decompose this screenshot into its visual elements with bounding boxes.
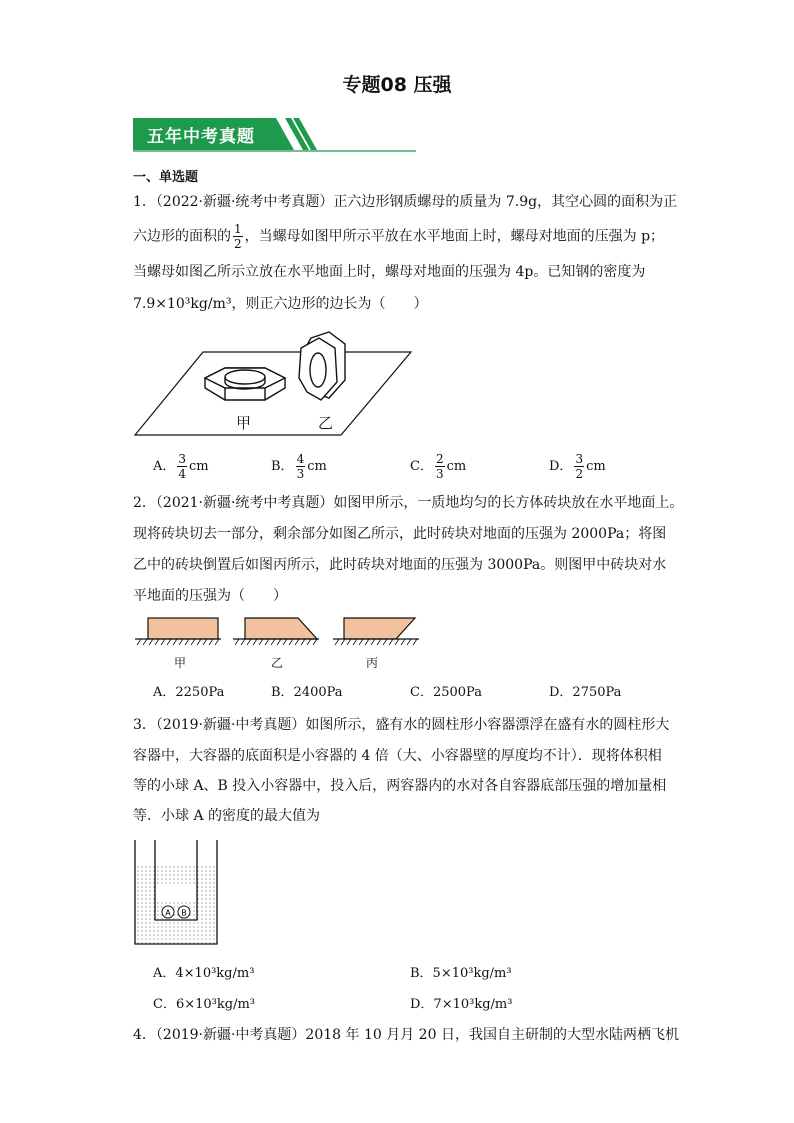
q2-line2: 现将砖块切去一部分，剩余部分如图乙所示，此时砖块对地面的压强为 2000Pa；将图 [133, 526, 667, 542]
option-fraction-num: 4 [296, 452, 305, 466]
q1-fig-label-jia: 甲 [236, 414, 252, 432]
ball-b-label: B [181, 908, 187, 918]
brick-yi [245, 618, 317, 639]
option-unit: cm [189, 459, 209, 474]
option-fraction-num: 3 [575, 452, 584, 466]
q3-option-d[interactable]: D．7×10³kg/m³ [410, 997, 513, 1012]
q1-line4: 7.9×10³kg/m³，则正六边形的边长为（ ） [133, 296, 428, 312]
nut-diagram [133, 330, 413, 440]
q3-line4: 等．小球 A 的密度的最大值为 [133, 808, 321, 824]
option-fraction-num: 3 [178, 452, 187, 466]
hex-nut-flat [205, 368, 285, 400]
q2-fig-label-yi: 乙 [271, 656, 284, 670]
q1-option-c[interactable] [410, 452, 466, 481]
option-fraction-den: 3 [296, 467, 305, 481]
q1-line2-post: ，当螺母如图甲所示平放在水平地面上时，螺母对地面的压强为 p； [244, 228, 665, 245]
ball-a-label: A [165, 908, 171, 918]
q2-fig-label-jia: 甲 [174, 656, 187, 670]
q4-line1: 4．（2019·新疆·中考真题）2018 年 10 月月 20 日，我国自主研制的大型水陆两栖飞机 [133, 1027, 679, 1043]
q1-fraction [233, 222, 243, 251]
q2-figure [133, 614, 433, 654]
option-unit: cm [446, 459, 467, 474]
brick-bing [344, 618, 415, 639]
q1-option-d[interactable] [549, 452, 606, 481]
option-unit: cm [307, 459, 327, 474]
option-fraction [574, 452, 584, 481]
option-letter: C． [410, 459, 433, 474]
option-fraction-den: 4 [178, 467, 187, 481]
q3-option-a[interactable]: A．4×10³kg/m³ [153, 966, 255, 981]
q2-line4: 平地面的压强为（ ） [133, 588, 287, 604]
q1-line2-pre: 六边形的面积的 [133, 228, 231, 245]
option-fraction-den: 2 [575, 467, 584, 481]
option-letter: A． [153, 459, 176, 474]
option-letter: B． [271, 459, 294, 474]
brick-diagram [133, 614, 433, 650]
banner-title: 五年中考真题 [147, 127, 255, 147]
page-title: 专题08 压强 [342, 74, 452, 96]
q1-line2 [133, 222, 664, 251]
option-letter: D． [549, 459, 573, 474]
option-fraction [296, 452, 306, 481]
q1-option-a[interactable] [153, 452, 209, 481]
q3-option-c[interactable]: C．6×10³kg/m³ [153, 997, 255, 1012]
q1-fig-label-yi: 乙 [318, 414, 334, 432]
section-heading: 一、单选题 [133, 170, 199, 185]
ground-hatching [137, 639, 417, 645]
container-diagram [133, 838, 223, 948]
q2-line3: 乙中的砖块倒置后如图丙所示，此时砖块对地面的压强为 3000Pa。则图甲中砖块对水 [133, 557, 667, 573]
q3-figure [133, 838, 223, 952]
q1-fraction-den: 2 [234, 237, 242, 251]
q2-option-d[interactable]: D．2750Pa [549, 685, 622, 700]
q3-line1: 3．（2019·新疆·中考真题）如图所示，盛有水的圆柱形小容器漂浮在盛有水的圆柱形大 [133, 717, 670, 733]
q2-line1: 2．（2021·新疆·统考中考真题）如图甲所示，一质地均匀的长方体砖块放在水平地面上。 [133, 495, 684, 511]
q1-line3: 当螺母如图乙所示立放在水平地面上时，螺母对地面的压强为 4p。已知钢的密度为 [133, 264, 646, 280]
option-fraction [177, 452, 187, 481]
q1-line1: 1．（2022·新疆·统考中考真题）正六边形钢质螺母的质量为 7.9g，其空心圆的面积为正 [133, 194, 678, 210]
hex-nut-upright [299, 332, 345, 400]
q1-option-b[interactable] [271, 452, 327, 481]
q2-option-c[interactable]: C．2500Pa [410, 685, 482, 700]
brick-jia [148, 618, 218, 639]
q3-option-b[interactable]: B．5×10³kg/m³ [410, 966, 512, 981]
q2-option-a[interactable]: A．2250Pa [153, 685, 225, 700]
q2-option-b[interactable]: B．2400Pa [271, 685, 343, 700]
q1-fraction-num: 1 [234, 222, 242, 236]
q1-figure [133, 330, 413, 444]
option-unit: cm [586, 459, 606, 474]
option-fraction-num: 2 [435, 452, 444, 466]
option-fraction [435, 452, 445, 481]
q3-line3: 等的小球 A、B 投入小容器中，投入后，两容器内的水对各自容器底部压强的增加量相 [133, 778, 667, 794]
q2-fig-label-bing: 丙 [366, 656, 379, 670]
q3-line2: 容器中，大容器的底面积是小容器的 4 倍（大、小容器壁的厚度均不计）．现将体积相 [133, 748, 662, 764]
option-fraction-den: 3 [435, 467, 444, 481]
section-banner [133, 116, 418, 156]
